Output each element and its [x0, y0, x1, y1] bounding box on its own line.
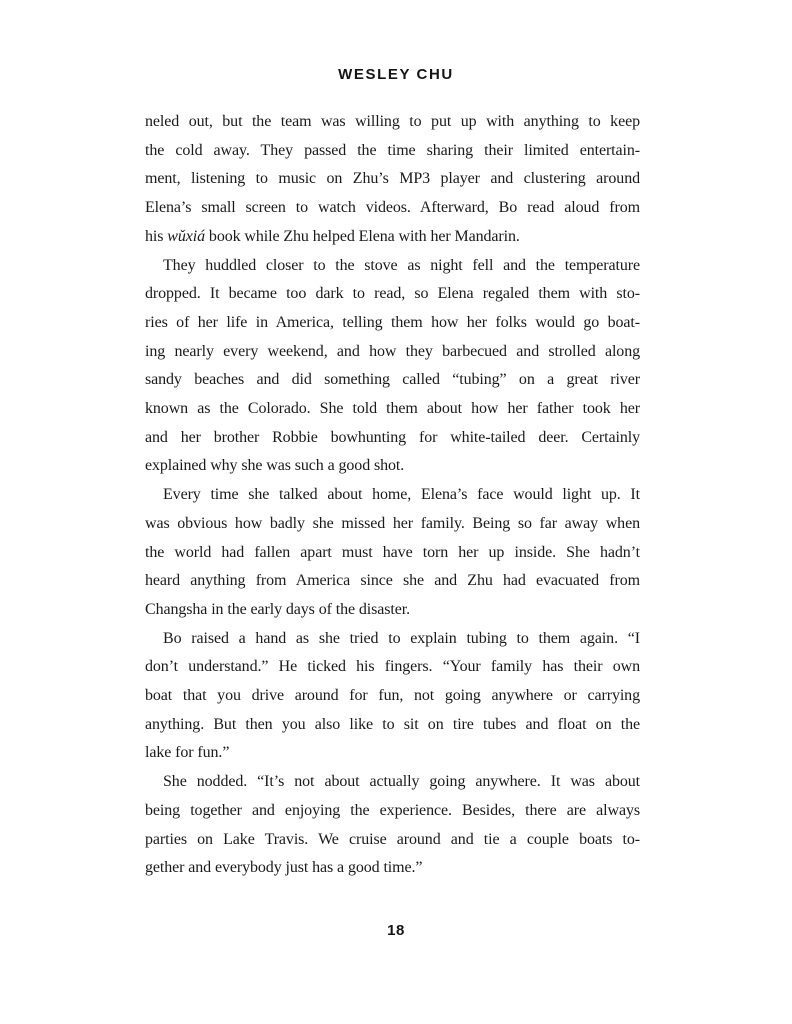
text-segment: They huddled closer to the stove as night fell and the temperature — [163, 256, 640, 274]
page-number: 18 — [387, 922, 405, 939]
italic-text: wǔxiá — [167, 227, 206, 245]
text-segment: the world had fallen apart must have torn her up inside. She hadn’t — [145, 543, 640, 561]
text-line — [145, 711, 640, 740]
text-segment: and her brother Robbie bowhunting for white-tailed deer. Certainly — [145, 428, 640, 446]
text-line — [145, 280, 640, 309]
text-line — [145, 108, 640, 137]
text-segment: being together and enjoying the experience. Besides, there are always — [145, 801, 640, 819]
text-line — [145, 309, 640, 338]
text-line — [145, 165, 640, 194]
text-segment: Bo raised a hand as she tried to explain tubing to them again. “I — [163, 629, 640, 647]
text-line — [145, 223, 640, 252]
text-line — [145, 539, 640, 568]
paragraph — [145, 252, 640, 482]
text-segment: ing nearly every weekend, and how they barbecued and strolled along — [145, 342, 640, 360]
text-segment: gether and everybody just has a good time.” — [145, 859, 423, 877]
text-line — [145, 510, 640, 539]
text-line — [145, 682, 640, 711]
text-segment: was obvious how badly she missed her family. Being so far away when — [145, 514, 640, 532]
text-segment: Elena’s small screen to watch videos. Afterward, Bo read aloud from — [145, 199, 640, 217]
text-segment: the cold away. They passed the time sharing their limited entertain- — [145, 141, 640, 159]
text-segment: heard anything from America since she and Zhu had evacuated from — [145, 572, 640, 590]
text-segment: dropped. It became too dark to read, so Elena regaled them with sto- — [145, 285, 640, 303]
text-line — [145, 424, 640, 453]
text-line — [145, 481, 640, 510]
text-segment: his — [145, 227, 168, 245]
text-segment: ment, listening to music on Zhu’s MP3 player and clustering around — [145, 170, 640, 188]
text-line — [145, 252, 640, 281]
body-text — [145, 108, 640, 883]
text-segment: book while Zhu helped Elena with her Mandarin. — [205, 227, 520, 245]
text-line — [145, 653, 640, 682]
text-segment: neled out, but the team was willing to put up with anything to keep — [145, 113, 640, 130]
text-line — [145, 567, 640, 596]
text-line — [145, 797, 640, 826]
text-line — [145, 854, 640, 883]
text-line — [145, 338, 640, 367]
text-line — [145, 826, 640, 855]
text-segment: lake for fun.” — [145, 744, 230, 762]
text-line — [145, 452, 640, 481]
paragraph — [145, 108, 640, 252]
text-line — [145, 739, 640, 768]
text-line — [145, 194, 640, 223]
text-line — [145, 366, 640, 395]
text-segment: ries of her life in America, telling them how her folks would go boat- — [145, 313, 640, 331]
running-header: WESLEY CHU — [338, 66, 454, 83]
text-line — [145, 395, 640, 424]
text-segment: Changsha in the early days of the disaster. — [145, 600, 410, 618]
paragraph — [145, 625, 640, 769]
text-line — [145, 768, 640, 797]
paragraph — [145, 481, 640, 625]
text-segment: explained why she was such a good shot. — [145, 457, 405, 475]
text-segment: boat that you drive around for fun, not going anywhere or carrying — [145, 687, 640, 705]
text-segment: don’t understand.” He ticked his fingers. “Your family has their own — [145, 658, 640, 676]
text-line — [145, 596, 640, 625]
text-line — [145, 137, 640, 166]
text-segment: sandy beaches and did something called “tubing” on a great river — [145, 371, 640, 389]
text-segment: She nodded. “It’s not about actually going anywhere. It was about — [163, 773, 640, 791]
paragraph — [145, 768, 640, 883]
text-segment: known as the Colorado. She told them about how her father took her — [145, 400, 640, 418]
text-segment: anything. But then you also like to sit on tire tubes and float on the — [145, 715, 640, 733]
text-line — [145, 625, 640, 654]
text-segment: Every time she talked about home, Elena’s face would light up. It — [163, 486, 640, 504]
text-segment: parties on Lake Travis. We cruise around and tie a couple boats to- — [145, 830, 640, 848]
